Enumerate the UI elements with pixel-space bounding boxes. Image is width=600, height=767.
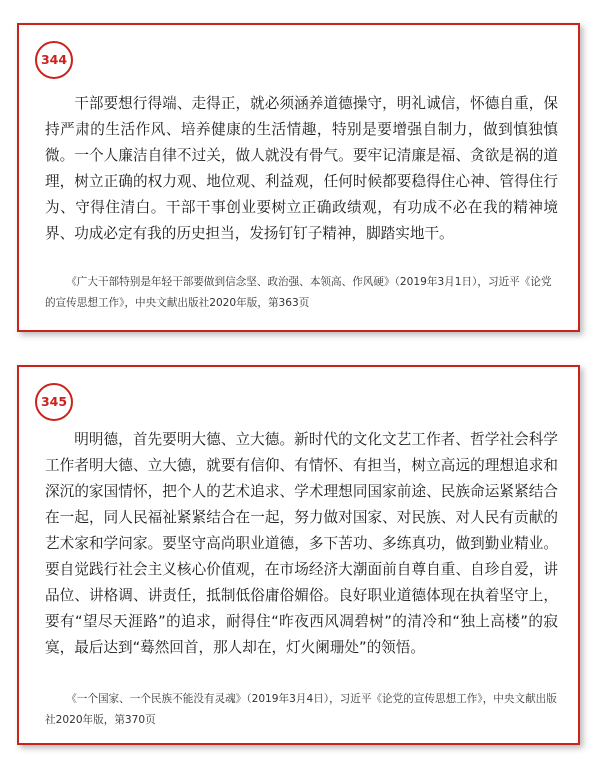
quote-number-badge: 344 [35,41,73,79]
quote-number-badge: 345 [35,383,73,421]
quote-source-citation: 《一个国家、一个民族不能没有灵魂》（2019年3月4日），习近平《论党的宣传思想工作》，中央文献出版社2020年版，第370页 [45,693,557,726]
quote-source-citation: 《广大干部特别是年轻干部要做到信念坚、政治强、本领高、作风硬》（2019年3月1日），习近平《论党的宣传思想工作》，中央文献出版社2020年版，第363页 [45,276,552,309]
quote-body-text: 明明德，首先要明大德、立大德。新时代的文化文艺工作者、哲学社会科学工作者明大德、立大德，就要有信仰、有情怀、有担当，树立高远的理想追求和深沉的家国情怀，把个人的艺术追求、学术理想同国家前途、民族命运紧紧结合在一起，同人民福祉紧紧结合在一起，努力做对国家、对民族、对人民有贡献的艺术家和学问家。要坚守高尚职业道德，多下苦功、多练真功，做到勤业精业。要自觉践行社会主义核心价值观，在市场经济大潮面前自尊自重、自珍自爱，讲品位、讲格调、讲责任，抵制低俗庸俗媚俗。良好职业道德体现在执着坚守上，要有“望尽天涯路”的追求，耐得住“昨夜西风凋碧树”的清冷和“独上高楼”的寂寞，最后达到“蓦然回首，那人却在，灯火阑珊处”的领悟。 [45,431,558,656]
quote-card-345 [17,365,580,745]
quote-body-text: 干部要想行得端、走得正，就必须涵养道德操守，明礼诚信，怀德自重，保持严肃的生活作风、培养健康的生活情趣，特别是要增强自制力，做到慎独慎微。一个人廉洁自律不过关，做人就没有骨气。要牢记清廉是福、贪欲是祸的道理，树立正确的权力观、地位观、利益观，任何时候都要稳得住心神、管得住行为、守得住清白。干部干事创业要树立正确政绩观，有功成不必在我的精神境界、功成必定有我的历史担当，发扬钉钉子精神，脚踏实地干。 [45,95,558,242]
quote-card-344 [17,23,580,332]
